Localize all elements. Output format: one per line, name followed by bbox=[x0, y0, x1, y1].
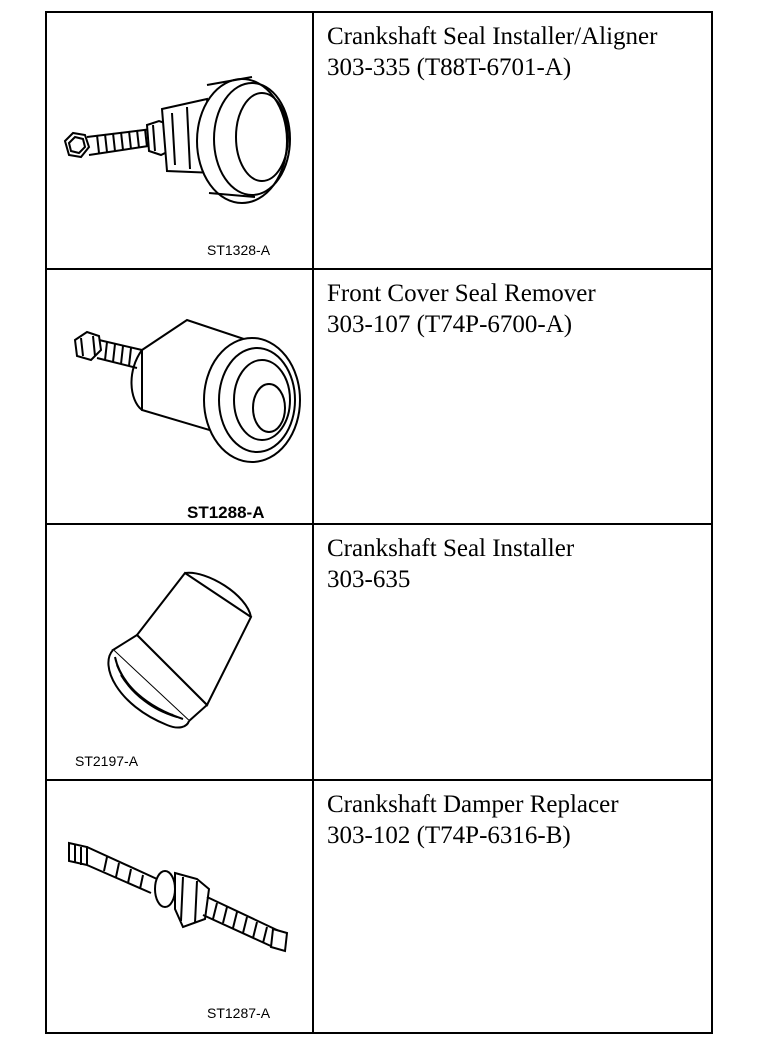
tool-row bbox=[47, 270, 711, 525]
tool-number: 303-102 (T74P-6316-B) bbox=[327, 822, 571, 849]
tool-row bbox=[47, 13, 711, 270]
damper-replacer-icon bbox=[47, 781, 312, 1032]
tool-name: Crankshaft Seal Installer bbox=[327, 535, 575, 562]
tool-illustration-cell bbox=[47, 525, 314, 779]
seal-installer-aligner-icon bbox=[47, 13, 312, 268]
tool-figure-code: ST1287-A bbox=[207, 1005, 271, 1021]
tool-figure-code: ST1288-A bbox=[187, 503, 265, 522]
tool-illustration-cell bbox=[47, 270, 314, 523]
tool-description bbox=[327, 21, 707, 83]
tool-number: 303-635 bbox=[327, 566, 411, 593]
tool-name: Front Cover Seal Remover bbox=[327, 280, 596, 307]
tool-number: 303-107 (T74P-6700-A) bbox=[327, 311, 573, 338]
tool-illustration-cell bbox=[47, 13, 314, 268]
tool-name: Crankshaft Damper Replacer bbox=[327, 791, 619, 818]
tool-description bbox=[327, 278, 707, 340]
tool-row bbox=[47, 525, 711, 781]
tool-figure-code: ST1328-A bbox=[207, 242, 271, 258]
tool-illustration-cell bbox=[47, 781, 314, 1032]
seal-installer-icon bbox=[47, 525, 312, 779]
tool-row bbox=[47, 781, 711, 1032]
tool-name: Crankshaft Seal Installer/Aligner bbox=[327, 23, 658, 50]
tool-description bbox=[327, 789, 707, 851]
tool-figure-code: ST2197-A bbox=[75, 753, 139, 769]
seal-remover-icon bbox=[47, 270, 312, 523]
tool-number: 303-335 (T88T-6701-A) bbox=[327, 54, 572, 81]
special-tools-table bbox=[45, 11, 713, 1034]
tool-description bbox=[327, 533, 707, 595]
